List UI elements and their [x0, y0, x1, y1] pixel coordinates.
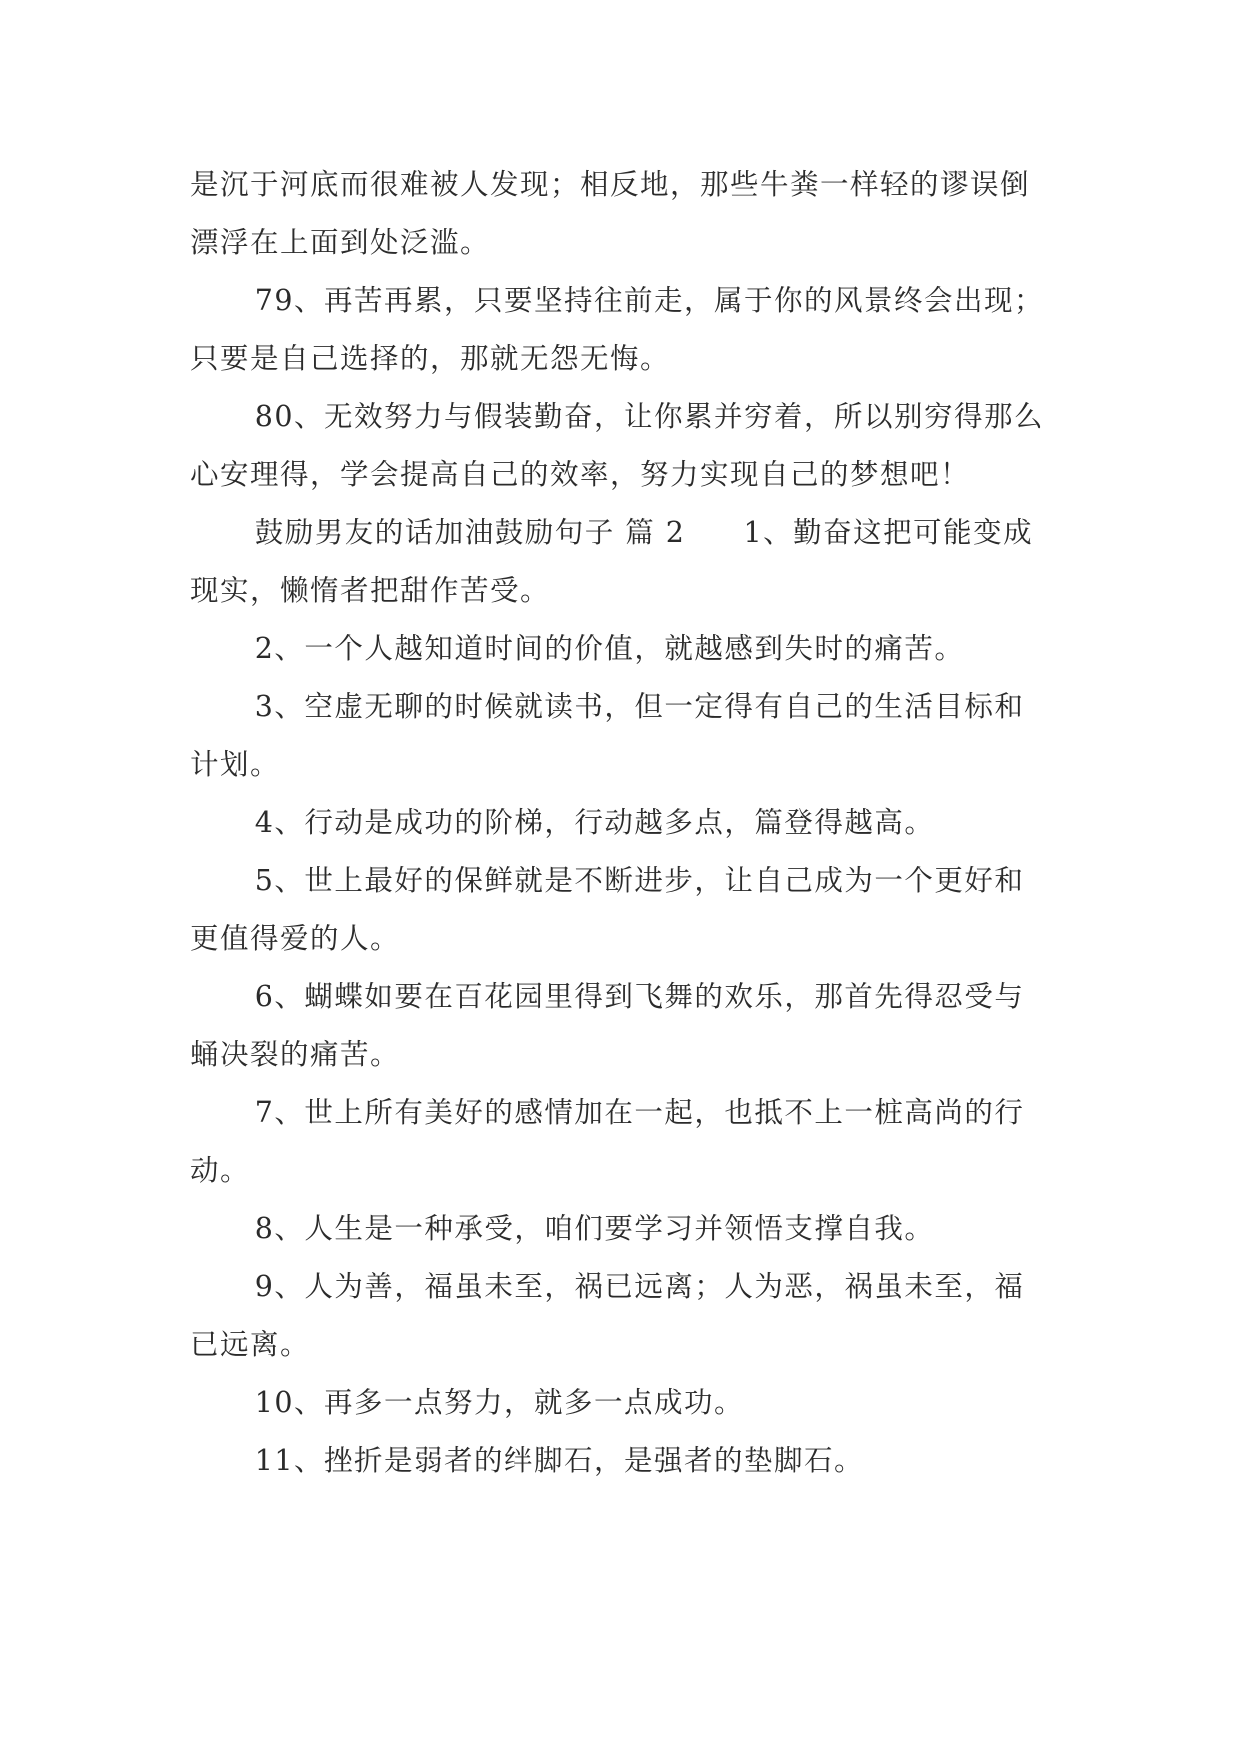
list-item-4: 4、行动是成功的阶梯，行动越多点，篇登得越高。 — [254, 806, 935, 839]
list-item-5: 5、世上最好的保鲜就是不断进步，让自己成为一个更好和更值得爱的人。 — [190, 864, 1025, 955]
list-item-3: 3、空虚无聊的时候就读书，但一定得有自己的生活目标和计划。 — [190, 690, 1025, 781]
list-item-1: 1、勤奋这把可能变成现实，懒惰者把甜作苦受。 — [190, 516, 1034, 607]
paragraph-continuation: 是沉于河底而很难被人发现；相反地，那些牛粪一样轻的谬误倒漂浮在上面到处泛滥。 — [190, 168, 1031, 259]
list-item-7: 7、世上所有美好的感情加在一起，也抵不上一桩高尚的行动。 — [190, 1096, 1025, 1187]
list-item-10: 10、再多一点努力，就多一点成功。 — [254, 1386, 744, 1419]
section-heading: 鼓励男友的话加油鼓励句子 篇 2 — [254, 516, 686, 549]
list-item-8: 8、人生是一种承受，咱们要学习并领悟支撑自我。 — [254, 1212, 935, 1245]
document-body — [190, 156, 1052, 1490]
list-item-11: 11、挫折是弱者的绊脚石，是强者的垫脚石。 — [254, 1444, 864, 1477]
section-paragraph — [190, 504, 1052, 620]
list-item-6: 6、蝴蝶如要在百花园里得到飞舞的欢乐，那首先得忍受与蛹决裂的痛苦。 — [190, 980, 1025, 1071]
paragraph-item-80: 80、无效努力与假装勤奋，让你累并穷着，所以别穷得那么心安理得，学会提高自己的效率，努力实现自己的梦想吧！ — [190, 400, 1044, 491]
paragraph-item-79: 79、再苦再累，只要坚持往前走，属于你的风景终会出现；只要是自己选择的，那就无怨无悔。 — [190, 284, 1044, 375]
list-item-9: 9、人为善，福虽未至，祸已远离；人为恶，祸虽未至，福已远离。 — [190, 1270, 1025, 1361]
list-item-2: 2、一个人越知道时间的价值，就越感到失时的痛苦。 — [254, 632, 965, 665]
